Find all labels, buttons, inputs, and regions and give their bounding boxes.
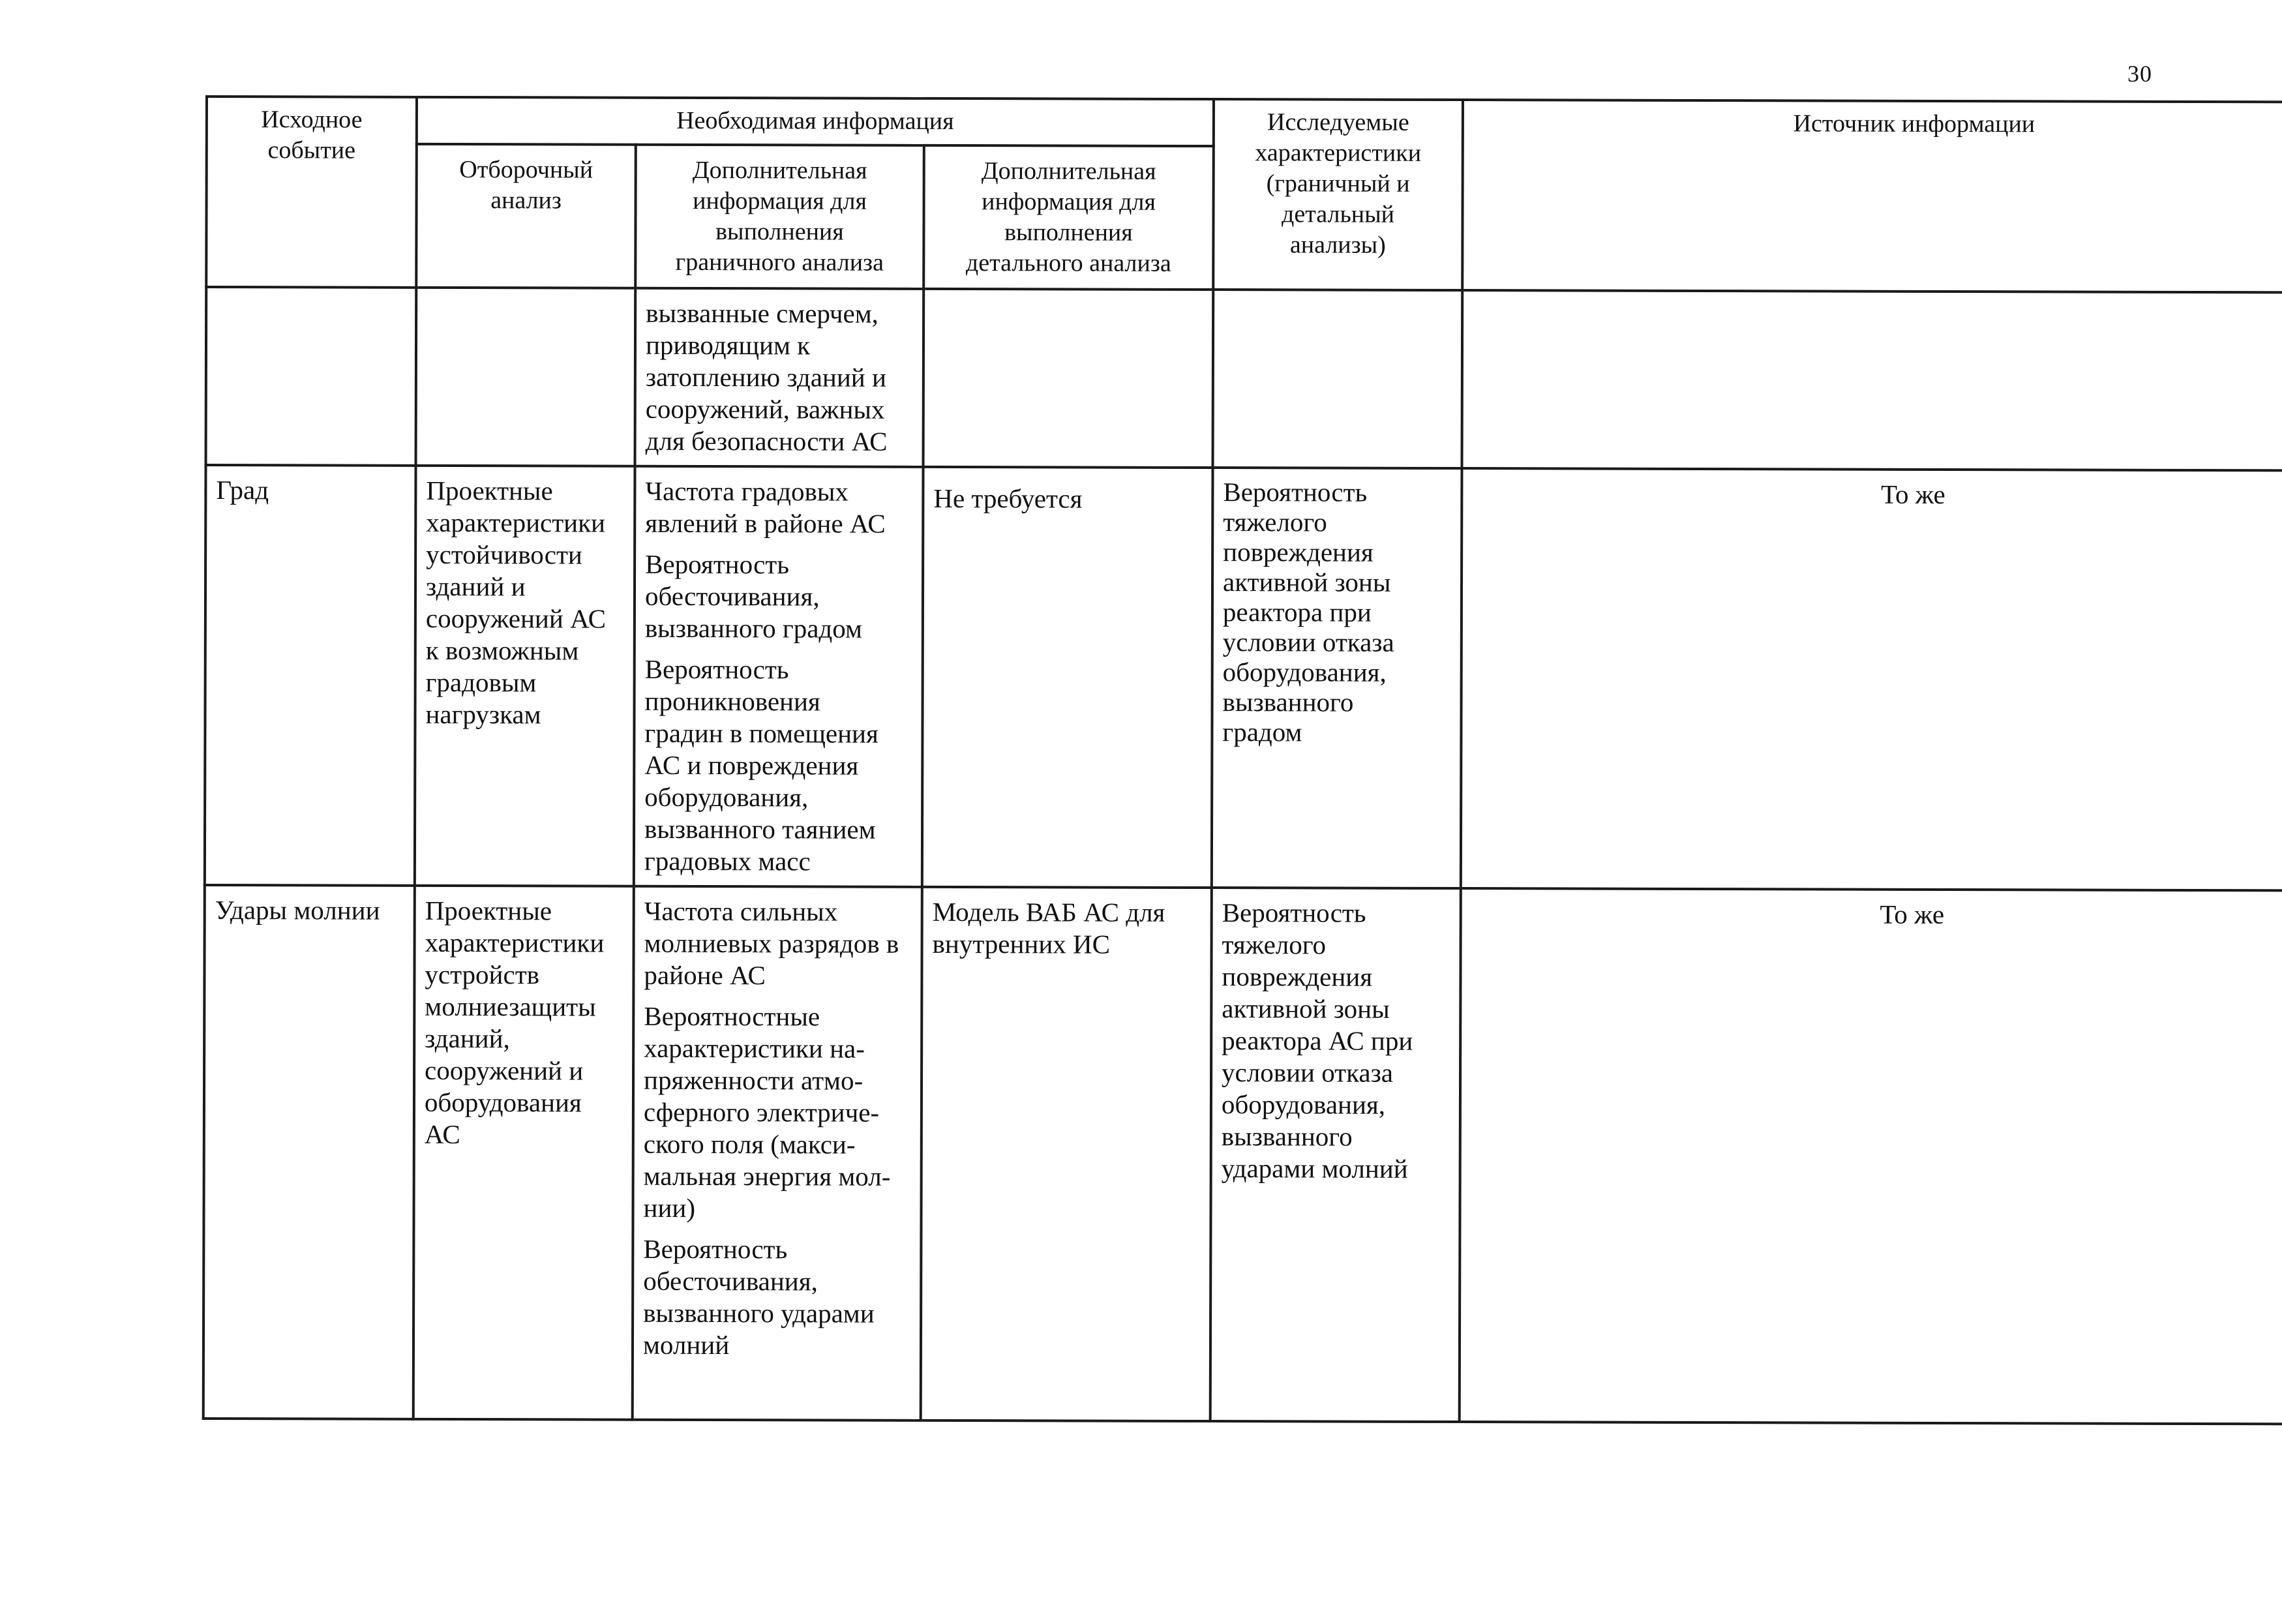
boundary-item: Вероятность проникновения градин в помещения АС и повреждения оборудования, вызванного таянием градовых масс	[644, 654, 878, 877]
cell-boundary	[635, 288, 924, 467]
boundary-item: Частота сильных молниевых разрядов в районе АС	[644, 895, 899, 991]
cell-source: То же	[1460, 888, 2282, 1424]
cell-boundary	[633, 886, 922, 1421]
boundary-item: Вероятность обесточивания, вызванного ударами молний	[642, 1233, 875, 1361]
header-additional-boundary: Дополнительная информация для выполнения граничного анализа	[635, 145, 924, 289]
table-row	[206, 287, 2282, 471]
info-table	[202, 95, 2282, 1426]
cell-screening: Проектные характеристики устойчивости зданий и сооружений АС к возможным градовым нагрузкам	[415, 466, 635, 886]
header-event: Исходное событие	[206, 97, 417, 288]
header-additional-detailed: Дополнительная информация для выполнения детального анализа	[923, 145, 1214, 290]
table-row	[205, 465, 2282, 891]
boundary-item: Вероятность обесточивания, вызванного градом	[644, 549, 863, 644]
header-source: Источник информации	[1462, 100, 2282, 293]
cell-characteristics	[1213, 290, 1463, 468]
page-number: 30	[2127, 61, 2152, 87]
cell-screening	[416, 288, 636, 466]
boundary-item: Вероятностные характеристики на- пряженности атмо- сферного электриче- ского поля (макси- мальная энергия мол- нии)	[643, 1000, 891, 1223]
cell-event: Град	[205, 465, 416, 886]
header-characteristics: Исследуемые характеристики (граничный и детальный анализы)	[1213, 99, 1463, 290]
header-required-info: Необходимая информация	[417, 97, 1214, 146]
cell-characteristics: Вероятность тяжелого повреждения активной зоны реактора при условии отказа оборудования, вызванного градом	[1212, 468, 1462, 888]
header-screening: Отборочный анализ	[416, 144, 636, 288]
cell-detailed: Не требуется	[922, 467, 1213, 888]
table-row	[203, 885, 2282, 1424]
cell-boundary	[634, 466, 923, 887]
boundary-item: Частота градовых явлений в районе АС	[645, 475, 886, 539]
cell-detailed	[923, 289, 1214, 468]
cell-event	[206, 287, 417, 466]
cell-source	[1462, 290, 2282, 471]
cell-source: То же	[1461, 468, 2282, 891]
cell-detailed: Модель ВАБ АС для внутренних ИС	[921, 887, 1212, 1421]
boundary-item: вызванные смерчем, приводящим к затоплению зданий и сооружений, важных для безопасности АС	[645, 297, 888, 457]
cell-characteristics: Вероятность тяжелого повреждения активной зоны реактора АС при условии отказа оборудования, вызванного ударами молний	[1210, 888, 1461, 1422]
cell-screening: Проектные характеристики устройств молниезащиты зданий, сооружений и оборудования АС	[413, 886, 634, 1420]
cell-event: Удары молнии	[203, 885, 415, 1419]
